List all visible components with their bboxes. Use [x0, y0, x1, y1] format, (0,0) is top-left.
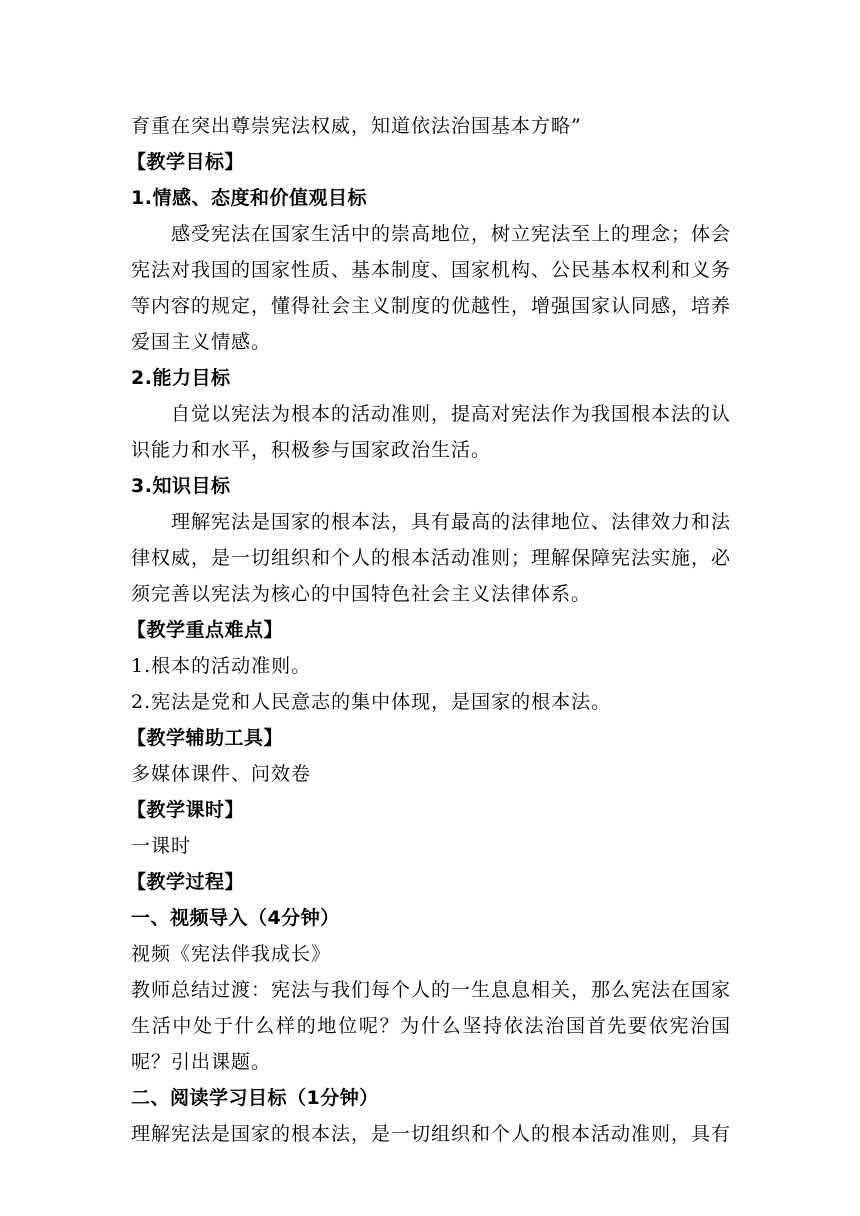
key-points-heading: 【教学重点难点】 [127, 619, 284, 641]
objective-3-heading: 3.知识目标 [131, 475, 231, 497]
objective-2-text: 自觉以宪法为根本的活动准则，提高对宪法作为我国根本法的认识能力和水平，积极参与国家政治生活。 [131, 403, 732, 461]
process-heading: 【教学过程】 [127, 871, 245, 893]
objective-1-heading: 1.情感、态度和价值观目标 [131, 187, 367, 209]
tools-text: 多媒体课件、问效卷 [131, 763, 312, 785]
step-2-heading: 二、阅读学习目标（1分钟） [131, 1087, 379, 1109]
hours-text: 一课时 [131, 835, 192, 857]
tools-heading: 【教学辅助工具】 [127, 727, 284, 749]
key-point-1: 1.根本的活动准则。 [131, 655, 312, 677]
step-2-text: 理解宪法是国家的根本法，是一切组织和个人的根本活动准则，具有 [131, 1123, 732, 1145]
document-page [127, 108, 732, 1152]
key-point-2: 2.宪法是党和人民意志的集中体现，是国家的根本法。 [131, 691, 612, 713]
objective-1-text: 感受宪法在国家生活中的崇高地位，树立宪法至上的理念；体会宪法对我国的国家性质、基本制度、国家机构、公民基本权利和义务等内容的规定，懂得社会主义制度的优越性，增强国家认同感，培养爱国主义情感。 [131, 223, 732, 353]
objective-3-text: 理解宪法是国家的根本法，具有最高的法律地位、法律效力和法律权威，是一切组织和个人的根本活动准则；理解保障宪法实施，必须完善以宪法为核心的中国特色社会主义法律体系。 [131, 511, 732, 605]
step-1-text: 教师总结过渡：宪法与我们每个人的一生息息相关，那么宪法在国家生活中处于什么样的地位呢？为什么坚持依法治国首先要依宪治国呢？引出课题。 [131, 979, 732, 1073]
step-1-video: 视频《宪法伴我成长》 [131, 943, 332, 965]
objective-2-heading: 2.能力目标 [131, 367, 231, 389]
intro-tail-line: 育重在突出尊崇宪法权威，知道依法治国基本方略” [131, 115, 582, 137]
hours-heading: 【教学课时】 [127, 799, 245, 821]
step-1-heading: 一、视频导入（4分钟） [131, 907, 340, 929]
objectives-heading: 【教学目标】 [127, 151, 245, 173]
